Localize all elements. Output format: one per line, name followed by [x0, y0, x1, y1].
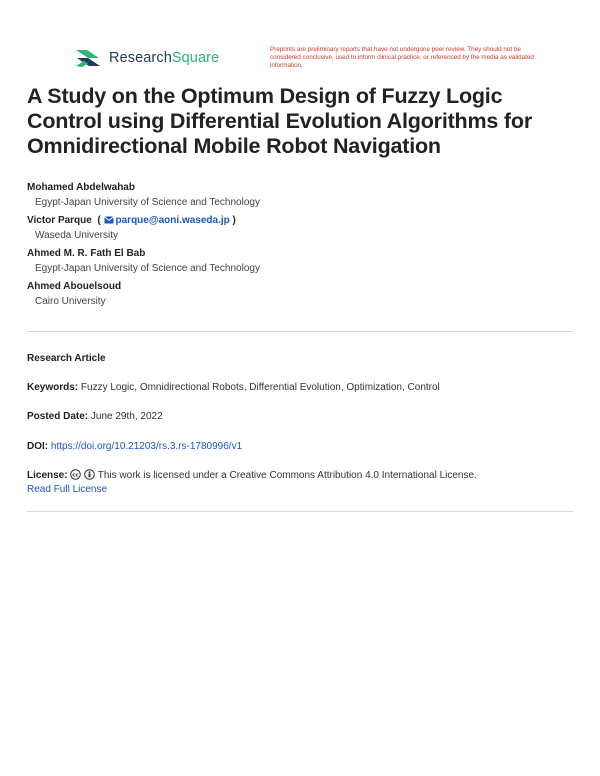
license-label: License: — [27, 470, 68, 481]
author-affiliation: Cairo University — [35, 296, 106, 307]
author-affiliation: Waseda University — [35, 230, 118, 241]
envelope-icon — [104, 216, 114, 224]
keywords-label: Keywords: — [27, 382, 79, 393]
author-name: Ahmed Abouelsoud — [27, 281, 122, 292]
brand-name-part2: Square — [171, 50, 220, 66]
doi-link[interactable]: https://doi.org/10.21203/rs.3.rs-1780996/v1 — [50, 441, 243, 452]
author-email-link[interactable]: parque@aoni.waseda.jp — [115, 215, 230, 226]
brand-name-part1: Research — [109, 50, 172, 66]
article-type-label: Research Article — [27, 353, 106, 364]
svg-text:cc: cc — [72, 472, 80, 479]
author-affiliation: Egypt-Japan University of Science and Technology — [35, 197, 260, 208]
attribution-icon — [84, 469, 95, 480]
license-text: This work is licensed under a Creative Commons Attribution 4.0 International License. — [97, 470, 477, 481]
author-list — [27, 181, 572, 313]
preprint-disclaimer: Preprints are preliminary reports that have not undergone peer review. They should not be considered conclusive, used to inform clinical practice, or referenced by the media as validated information. — [270, 46, 534, 69]
author-name-with-email — [27, 214, 572, 227]
author-name: Victor Parque — [27, 215, 92, 226]
divider — [27, 331, 573, 332]
research-square-logo[interactable] — [74, 48, 219, 68]
posted-date-value: June 29th, 2022 — [90, 411, 163, 422]
brand-name — [109, 50, 219, 66]
posted-date-line — [27, 410, 573, 424]
header — [74, 48, 544, 76]
doi-line — [27, 440, 573, 454]
creative-commons-icon — [70, 469, 81, 480]
license-line — [27, 469, 573, 497]
doi-label: DOI: — [27, 441, 49, 452]
research-square-logo-icon — [74, 48, 102, 68]
email-paren: ( parque@aoni.waseda.jp ) — [94, 215, 236, 226]
author-name: Ahmed M. R. Fath El Bab — [27, 248, 146, 259]
keywords-line — [27, 381, 573, 395]
keywords-value: Fuzzy Logic, Omnidirectional Robots, Differential Evolution, Optimization, Control — [80, 382, 440, 393]
read-full-license-link[interactable]: Read Full License — [27, 484, 108, 495]
paper-title: A Study on the Optimum Design of Fuzzy Logic Control using Differential Evolution Algorithms for Omnidirectional Mobile Robot Navigation — [27, 84, 532, 158]
article-type — [27, 352, 573, 366]
divider — [27, 511, 573, 512]
author-affiliation: Egypt-Japan University of Science and Technology — [35, 263, 260, 274]
author-name: Mohamed Abdelwahab — [27, 182, 135, 193]
posted-date-label: Posted Date: — [27, 411, 89, 422]
